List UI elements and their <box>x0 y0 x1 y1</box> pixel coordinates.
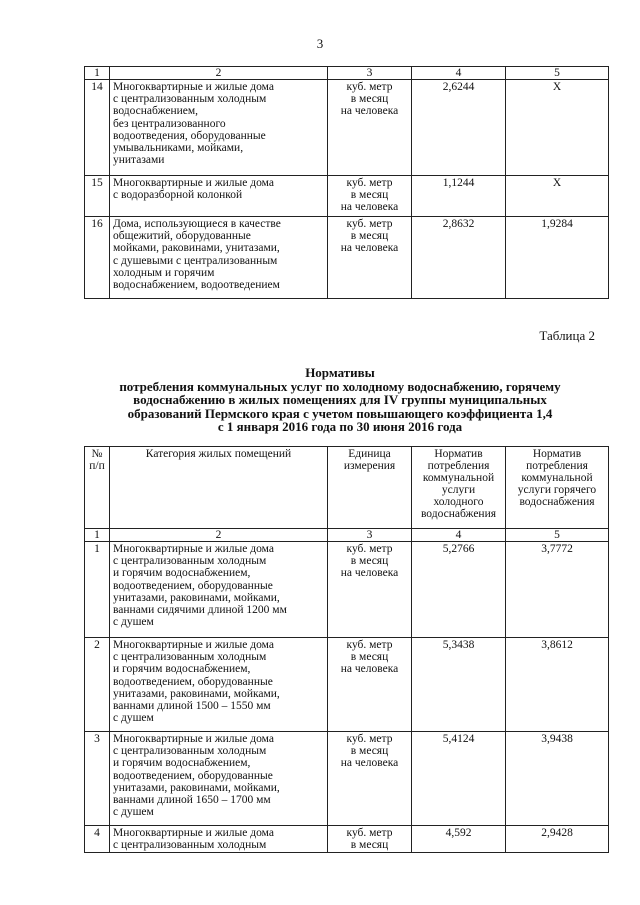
table-row <box>85 176 609 217</box>
housing-category: Многоквартирные и жилые дома с централизованным холодным и горячим водоснабжением, водоотведением, оборудованные унитазами, раковинами, мойками, ваннами сидячими длиной 1200 мм с душем <box>110 542 328 638</box>
cold-water-norm: 5,2766 <box>412 542 506 638</box>
unit-of-measure: куб. метр в месяц <box>328 826 412 853</box>
page-number: 3 <box>316 36 324 51</box>
table-row <box>85 826 609 853</box>
cold-water-norm: 2,6244 <box>412 80 506 176</box>
title-line: Нормативы <box>305 365 375 380</box>
column-number-row <box>85 67 609 80</box>
column-number-row <box>85 529 609 542</box>
col-number: 3 <box>328 67 412 80</box>
col-number: 4 <box>412 67 506 80</box>
norms-table-continuation <box>84 66 609 299</box>
housing-category: Многоквартирные и жилые дома с централизованным холодным и горячим водоснабжением, водоотведением, оборудованные унитазами, раковинами, мойками, ваннами длиной 1650 – 1700 мм с душем <box>110 732 328 826</box>
row-number: 14 <box>85 80 110 176</box>
housing-category: Дома, использующиеся в качестве общежитий, оборудованные мойками, раковинами, унитазами, с душевыми с централизованным холодным и горячим водоснабжением, водоотведением <box>110 217 328 299</box>
col-number: 5 <box>506 67 609 80</box>
col-number: 1 <box>85 67 110 80</box>
col-number: 2 <box>110 67 328 80</box>
header-category: Категория жилых помещений <box>110 447 328 529</box>
col-number: 3 <box>328 529 412 542</box>
row-number: 15 <box>85 176 110 217</box>
cold-water-norm: 5,3438 <box>412 638 506 732</box>
norms-table-2 <box>84 446 609 853</box>
unit-of-measure: куб. метр в месяц на человека <box>328 217 412 299</box>
hot-water-norm: 3,9438 <box>506 732 609 826</box>
cold-water-norm: 2,8632 <box>412 217 506 299</box>
col-number: 1 <box>85 529 110 542</box>
housing-category: Многоквартирные и жилые дома с централизованным холодным водоснабжением, без централизованного водоотведения, оборудованные умывальниками, мойками, унитазами <box>110 80 328 176</box>
table-row <box>85 80 609 176</box>
cold-water-norm: 1,1244 <box>412 176 506 217</box>
table-header-row <box>85 447 609 529</box>
header-unit: Единица измерения <box>328 447 412 529</box>
hot-water-norm: 3,7772 <box>506 542 609 638</box>
housing-category: Многоквартирные и жилые дома с водоразборной колонкой <box>110 176 328 217</box>
unit-of-measure: куб. метр в месяц на человека <box>328 80 412 176</box>
header-row-number: № п/п <box>85 447 110 529</box>
header-hot-water: Норматив потребления коммунальной услуги горячего водоснабжения <box>506 447 609 529</box>
row-number: 1 <box>85 542 110 638</box>
title-line: образований Пермского края с учетом повышающего коэффициента 1,4 <box>127 405 553 421</box>
hot-water-norm: X <box>506 80 609 176</box>
title-line: с 1 января 2016 года по 30 июня 2016 года <box>217 419 463 435</box>
unit-of-measure: куб. метр в месяц на человека <box>328 176 412 217</box>
table-row <box>85 638 609 732</box>
hot-water-norm: X <box>506 176 609 217</box>
row-number: 3 <box>85 732 110 826</box>
housing-category: Многоквартирные и жилые дома с централизованным холодным и горячим водоснабжением, водоотведением, оборудованные унитазами, раковинами, мойками, ваннами длиной 1500 – 1550 мм с душем <box>110 638 328 732</box>
table-label: Таблица 2 <box>539 328 595 343</box>
table-row <box>85 217 609 299</box>
title-line: водоснабжению в жилых помещениях для IV группы муниципальных <box>133 392 547 408</box>
row-number: 2 <box>85 638 110 732</box>
col-number: 4 <box>412 529 506 542</box>
cold-water-norm: 5,4124 <box>412 732 506 826</box>
cold-water-norm: 4,592 <box>412 826 506 853</box>
hot-water-norm: 1,9284 <box>506 217 609 299</box>
col-number: 5 <box>506 529 609 542</box>
unit-of-measure: куб. метр в месяц на человека <box>328 732 412 826</box>
col-number: 2 <box>110 529 328 542</box>
header-cold-water: Норматив потребления коммунальной услуги холодного водоснабжения <box>412 447 506 529</box>
row-number: 16 <box>85 217 110 299</box>
title-line: потребления коммунальных услуг по холодному водоснабжению, горячему <box>119 378 561 394</box>
table-row <box>85 542 609 638</box>
housing-category: Многоквартирные и жилые дома с централизованным холодным <box>110 826 328 853</box>
table-row <box>85 732 609 826</box>
unit-of-measure: куб. метр в месяц на человека <box>328 638 412 732</box>
row-number: 4 <box>85 826 110 853</box>
document-title <box>60 366 620 434</box>
unit-of-measure: куб. метр в месяц на человека <box>328 542 412 638</box>
hot-water-norm: 3,8612 <box>506 638 609 732</box>
hot-water-norm: 2,9428 <box>506 826 609 853</box>
